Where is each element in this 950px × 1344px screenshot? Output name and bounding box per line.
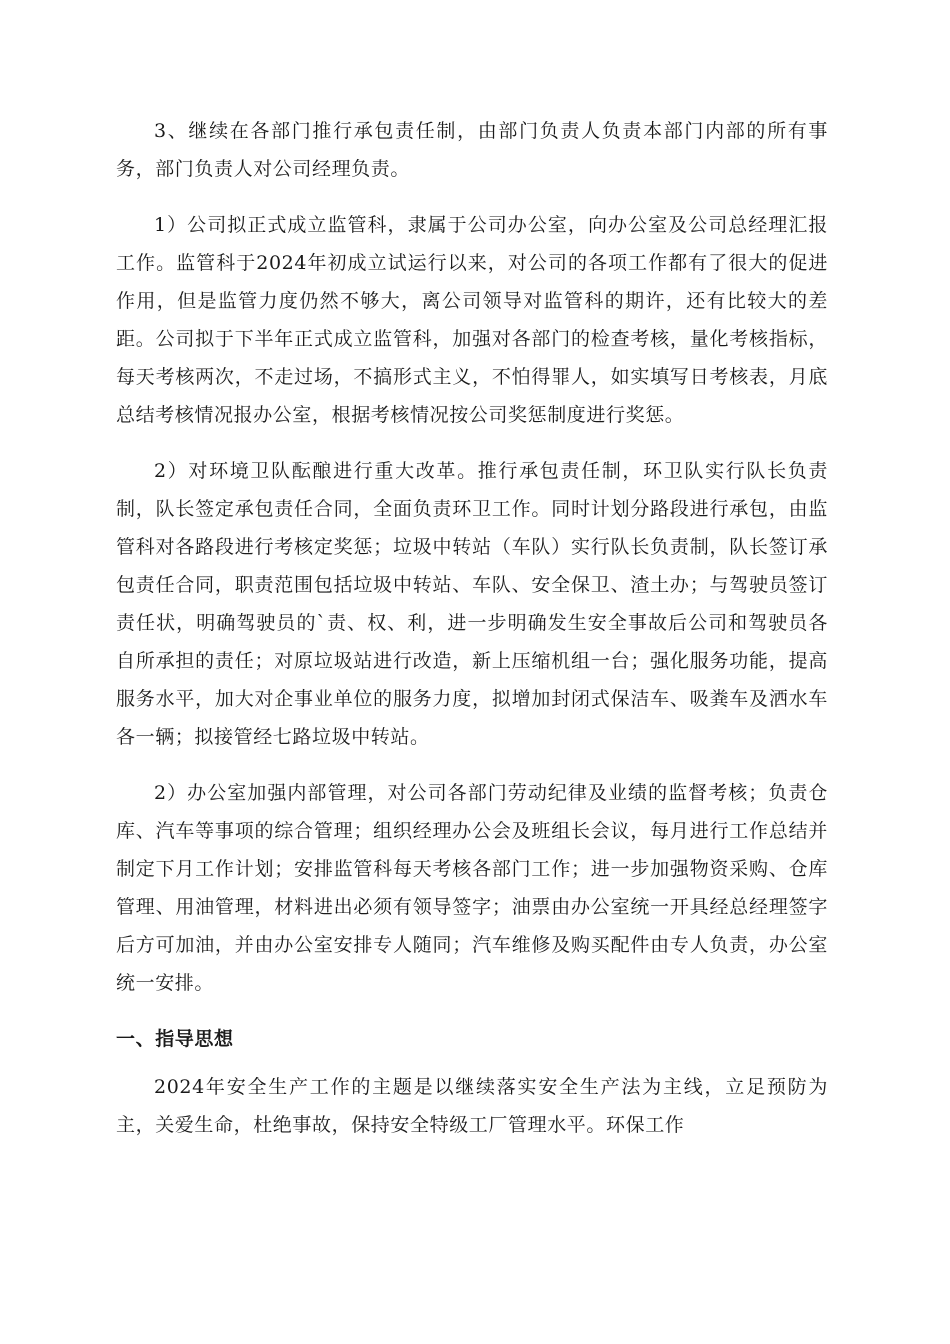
paragraph-safety-theme: 2024年安全生产工作的主题是以继续落实安全生产法为主线，立足预防为主，关爱生命，杜绝事故，保持安全特级工厂管理水平。环保工作	[116, 1076, 828, 1136]
paragraph-responsibility-system: 3、继续在各部门推行承包责任制，由部门负责人负责本部门内部的所有事务，部门负责人对公司经理负责。	[116, 120, 828, 180]
document-body	[116, 112, 828, 1162]
section-heading: 一、指导思想	[116, 1028, 234, 1050]
paragraph-office-management: 2）办公室加强内部管理，对公司各部门劳动纪律及业绩的监督考核；负责仓库、汽车等事项的综合管理；组织经理办公会及班组长会议，每月进行工作总结并制定下月工作计划；安排监管科每天考核各部门工作；进一步加强物资采购、仓库管理、用油管理，材料进出必须有领导签字；油票由办公室统一开具经总经理签字后方可加油，并由办公室安排专人随同；汽车维修及购买配件由专人负责，办公室统一安排。	[116, 782, 828, 994]
paragraph-supervision-department: 1）公司拟正式成立监管科，隶属于公司办公室，向办公室及公司总经理汇报工作。监管科于2024年初成立试运行以来，对公司的各项工作都有了很大的促进作用，但是监管力度仍然不够大，离公司领导对监管科的期许，还有比较大的差距。公司拟于下半年正式成立监管科，加强对各部门的检查考核，量化考核指标，每天考核两次，不走过场，不搞形式主义，不怕得罪人，如实填写日考核表，月底总结考核情况报办公室，根据考核情况按公司奖惩制度进行奖惩。	[116, 214, 828, 426]
paragraph-sanitation-reform: 2）对环境卫队酝酿进行重大改革。推行承包责任制，环卫队实行队长负责制，队长签定承包责任合同，全面负责环卫工作。同时计划分路段进行承包，由监管科对各路段进行考核定奖惩；垃圾中转站（车队）实行队长负责制，队长签订承包责任合同，职责范围包括垃圾中转站、车队、安全保卫、渣土办；与驾驶员签订责任状，明确驾驶员的`责、权、利，进一步明确发生安全事故后公司和驾驶员各自所承担的责任；对原垃圾站进行改造，新上压缩机组一台；强化服务功能，提高服务水平，加大对企事业单位的服务力度，拟增加封闭式保洁车、吸粪车及洒水车各一辆；拟接管经七路垃圾中转站。	[116, 460, 828, 748]
